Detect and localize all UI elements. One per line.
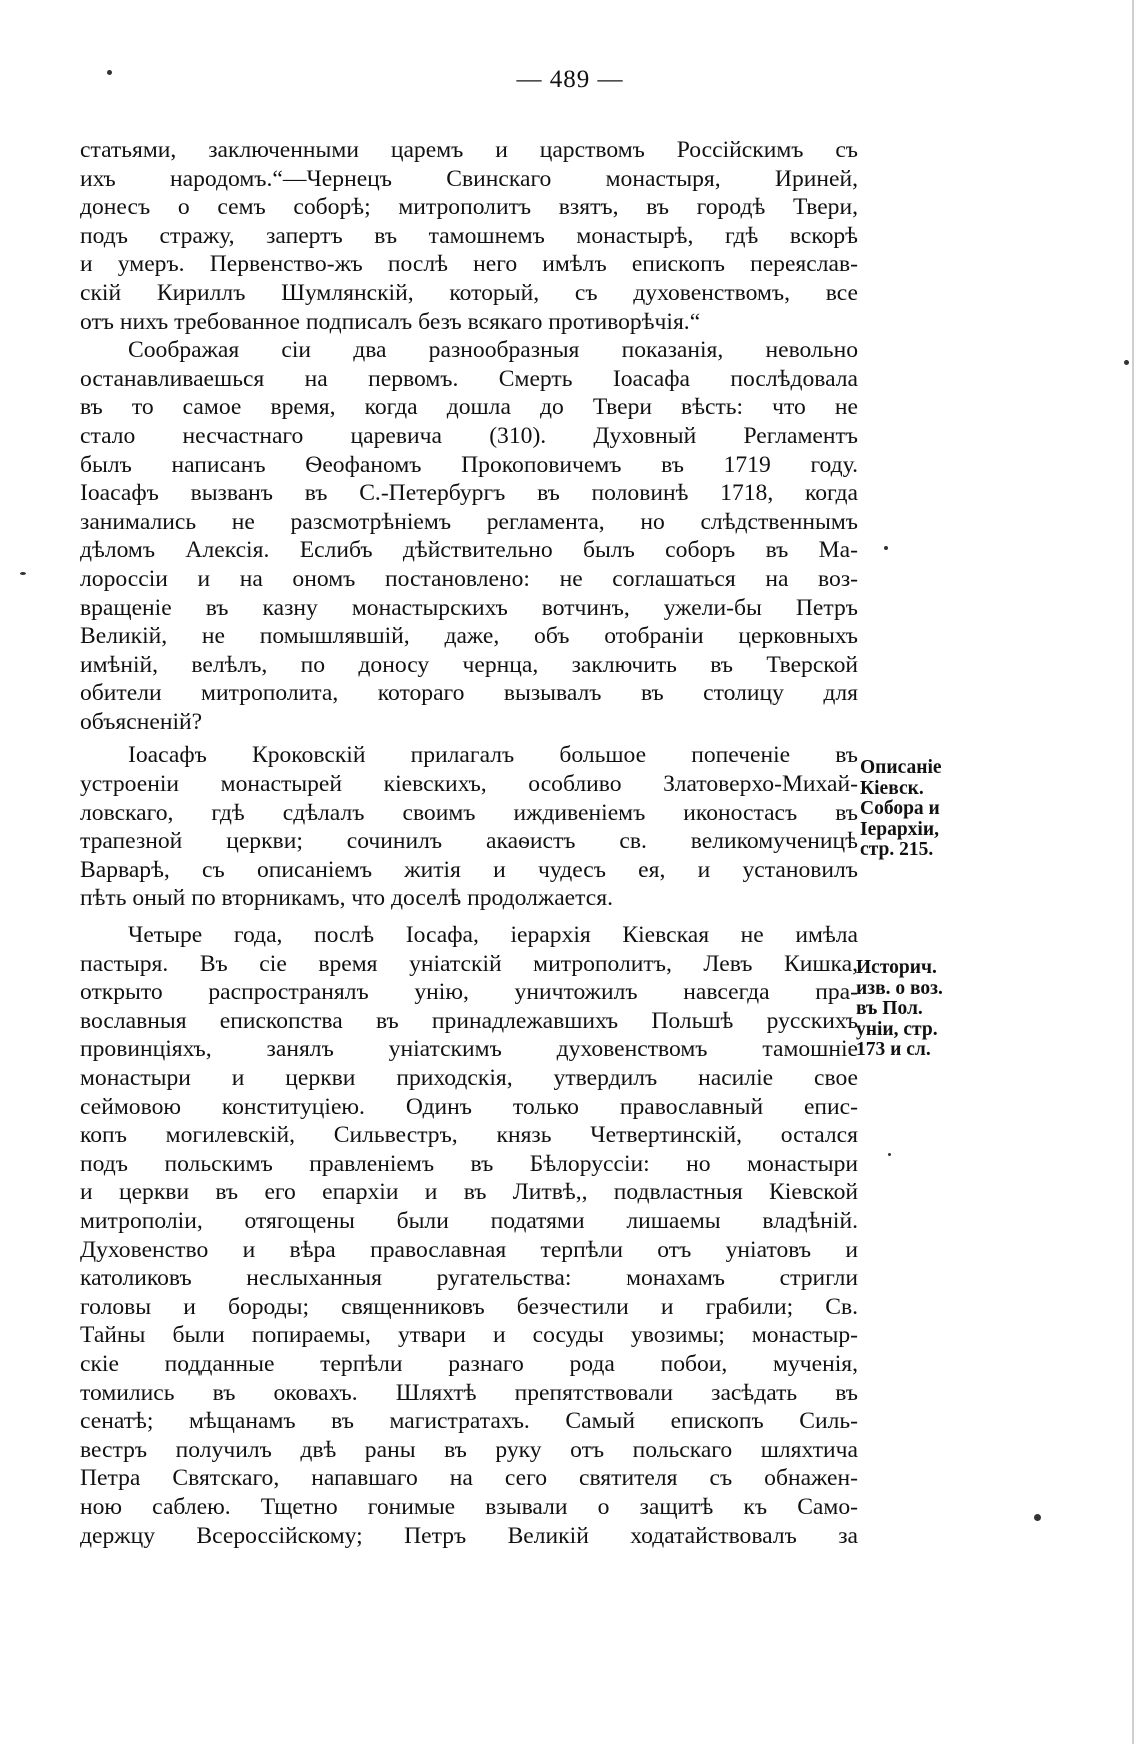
text-line: устроеніи монастырей кіевскихъ, особливо Златоверхо-Михай- [80,771,858,798]
text-line: отъ нихъ требованное подписалъ безъ всякаго противорѣчія.“ [80,308,701,335]
text-line: подъ стражу, запертъ въ тамошнемъ монастырѣ, гдѣ вскорѣ [80,222,858,249]
text-line: былъ написанъ Ѳеофаномъ Прокоповичемъ въ 1719 году. [80,451,858,478]
text-line: занимались не разсмотрѣніемъ регламента, но слѣдственнымъ [80,508,858,535]
text-line: митрополіи, отягощены были податями лишаемы владѣній. [80,1207,858,1234]
text-line: держцу Всероссійскому; Петръ Великій ходатайствовалъ за [80,1522,858,1549]
text-line: Великій, не помышлявшій, даже, объ отобраніи церковныхъ [80,623,858,650]
text-line: открыто распространялъ унію, уничтожилъ навсегда пра- [80,979,858,1006]
margin-note-line: Историч. [856,957,937,978]
text-line: Четыре года, послѣ Іосафа, іерархія Кіевская не имѣла [128,922,858,949]
paragraph-4 [80,921,858,1550]
text-line: пастыря. Въ сіе время уніатскій митрополитъ, Левъ Кишка, [80,950,858,977]
text-line: скіе подданные терпѣли разнаго рода побои, мученія, [80,1350,858,1377]
text-line: католиковъ неслыханныя ругательства: монахамъ стригли [80,1265,858,1292]
text-line: ловскаго, гдѣ сдѣлалъ своимъ иждивеніемъ иконостасъ въ [80,799,858,826]
paragraph-3 [80,741,858,913]
paragraph-2 [80,336,858,736]
text-line: копъ могилевскій, Сильвестръ, князь Четвертинскій, остался [80,1122,858,1149]
margin-note-line: стр. 215. [860,839,934,860]
text-line: вославныя епископства въ принадлежавшихъ Польшѣ русскихъ [80,1007,858,1034]
text-line: сеймовою конституціею. Одинъ только православный епис- [80,1093,858,1120]
text-line: вращеніе въ казну монастырскихъ вотчинъ, ужели-бы Петръ [80,594,858,621]
margin-note-line: изв. о воз. [856,977,943,999]
scan-speck [107,70,112,75]
text-line: и церкви въ его епархіи и въ Литвѣ,, подвластныя Кіевской [80,1179,858,1206]
text-line: сенатѣ; мѣщанамъ въ магистратахъ. Самый епископъ Силь- [80,1408,858,1435]
page-number: — 489 — [516,66,624,93]
text-line: и умеръ. Первенство-жъ послѣ него имѣлъ епископъ переяслав- [80,251,858,278]
margin-note-line: въ Пол. [856,998,923,1019]
text-line: монастыри и церкви приходскія, утвердилъ насиліе свое [80,1065,858,1091]
text-line: имѣній, велѣлъ, по доносу чернца, заключить въ Тверской [80,651,858,678]
text-line: останавливаешься на первомъ. Смерть Іоасафа послѣдовала [80,365,858,392]
margin-note-line: 173 и сл. [856,1039,931,1060]
text-line: обители митрополита, котораго вызывалъ въ столицу для [80,680,858,707]
scan-speck [888,1153,891,1156]
paragraph-gap [80,913,858,921]
margin-note-line: уніи, стр. [856,1018,938,1040]
text-line: дѣломъ Алексія. Еслибъ дѣйствительно былъ соборъ въ Ма- [80,537,858,564]
margin-note-line: Кіевск. [860,777,924,799]
text-line: томились въ оковахъ. Шляхтѣ препятствовали засѣдать въ [80,1379,858,1406]
text-line: скій Кириллъ Шумлянскій, который, съ духовенствомъ, все [80,279,858,306]
text-line: вестръ получилъ двѣ раны въ руку отъ польскаго шляхтича [80,1436,858,1463]
text-line: Соображая сіи два разнообразныя показанія, невольно [128,337,858,364]
margin-note-sources-union [856,958,943,1061]
text-line: Іоасафъ Кроковскій прилагалъ большое попеченіе въ [128,742,858,769]
margin-note-line: Іерархіи, [860,818,939,840]
scan-speck [20,572,26,575]
page-edge-line [1132,0,1134,1744]
margin-note-line: Собора и [860,798,940,819]
text-line: въ то самое время, когда дошла до Твери вѣсть: что не [80,394,858,421]
text-line: ною саблею. Тщетно гонимые взывали о защитѣ къ Само- [80,1493,858,1520]
text-line: пѣть оный по вторникамъ, что доселѣ продолжается. [80,885,613,912]
main-text [80,136,858,1550]
scan-speck [884,546,888,550]
text-line: Духовенство и вѣра православная терпѣли отъ уніатовъ и [80,1236,858,1263]
text-line: Петра Святскаго, напавшаго на сего святителя съ обнажен- [80,1465,858,1492]
text-line: подъ польскимъ правленіемъ въ Бѣлоруссіи: но монастыри [80,1150,858,1177]
text-line: стало несчастнаго царевича (310). Духовный Регламентъ [80,422,858,449]
margin-note-line: Описаніе [860,757,942,778]
text-line: ихъ народомъ.“—Чернецъ Свинскаго монастыря, Ириней, [80,165,858,192]
text-line: провинціяхъ, занялъ уніатскимъ духовенствомъ тамошніе [80,1036,858,1063]
paragraph-1 [80,136,858,336]
text-line: Тайны были попираемы, утвари и сосуды увозимы; монастыр- [80,1322,858,1349]
margin-note-sources-kiev [860,758,942,861]
text-line: лороссіи и на ономъ постановлено: не соглашаться на воз- [80,565,858,592]
text-line: Іоасафъ вызванъ въ С.-Петербургъ въ половинѣ 1718, когда [80,480,858,507]
text-line: трапезной церкви; сочинилъ акаѳистъ св. великомученицѣ [80,828,858,855]
text-line: донесъ о семъ соборѣ; митрополитъ взятъ, въ городѣ Твери, [80,194,858,221]
text-line: объясненій? [80,708,203,735]
text-line: Варварѣ, съ описаніемъ житія и чудесъ ея, и установилъ [80,856,858,883]
scan-speck [1034,1514,1041,1521]
scan-speck [1124,360,1129,365]
text-line: статьями, заключенными царемъ и царствомъ Россійскимъ съ [80,137,858,163]
text-line: головы и бороды; священниковъ безчестили и грабили; Св. [80,1293,858,1320]
